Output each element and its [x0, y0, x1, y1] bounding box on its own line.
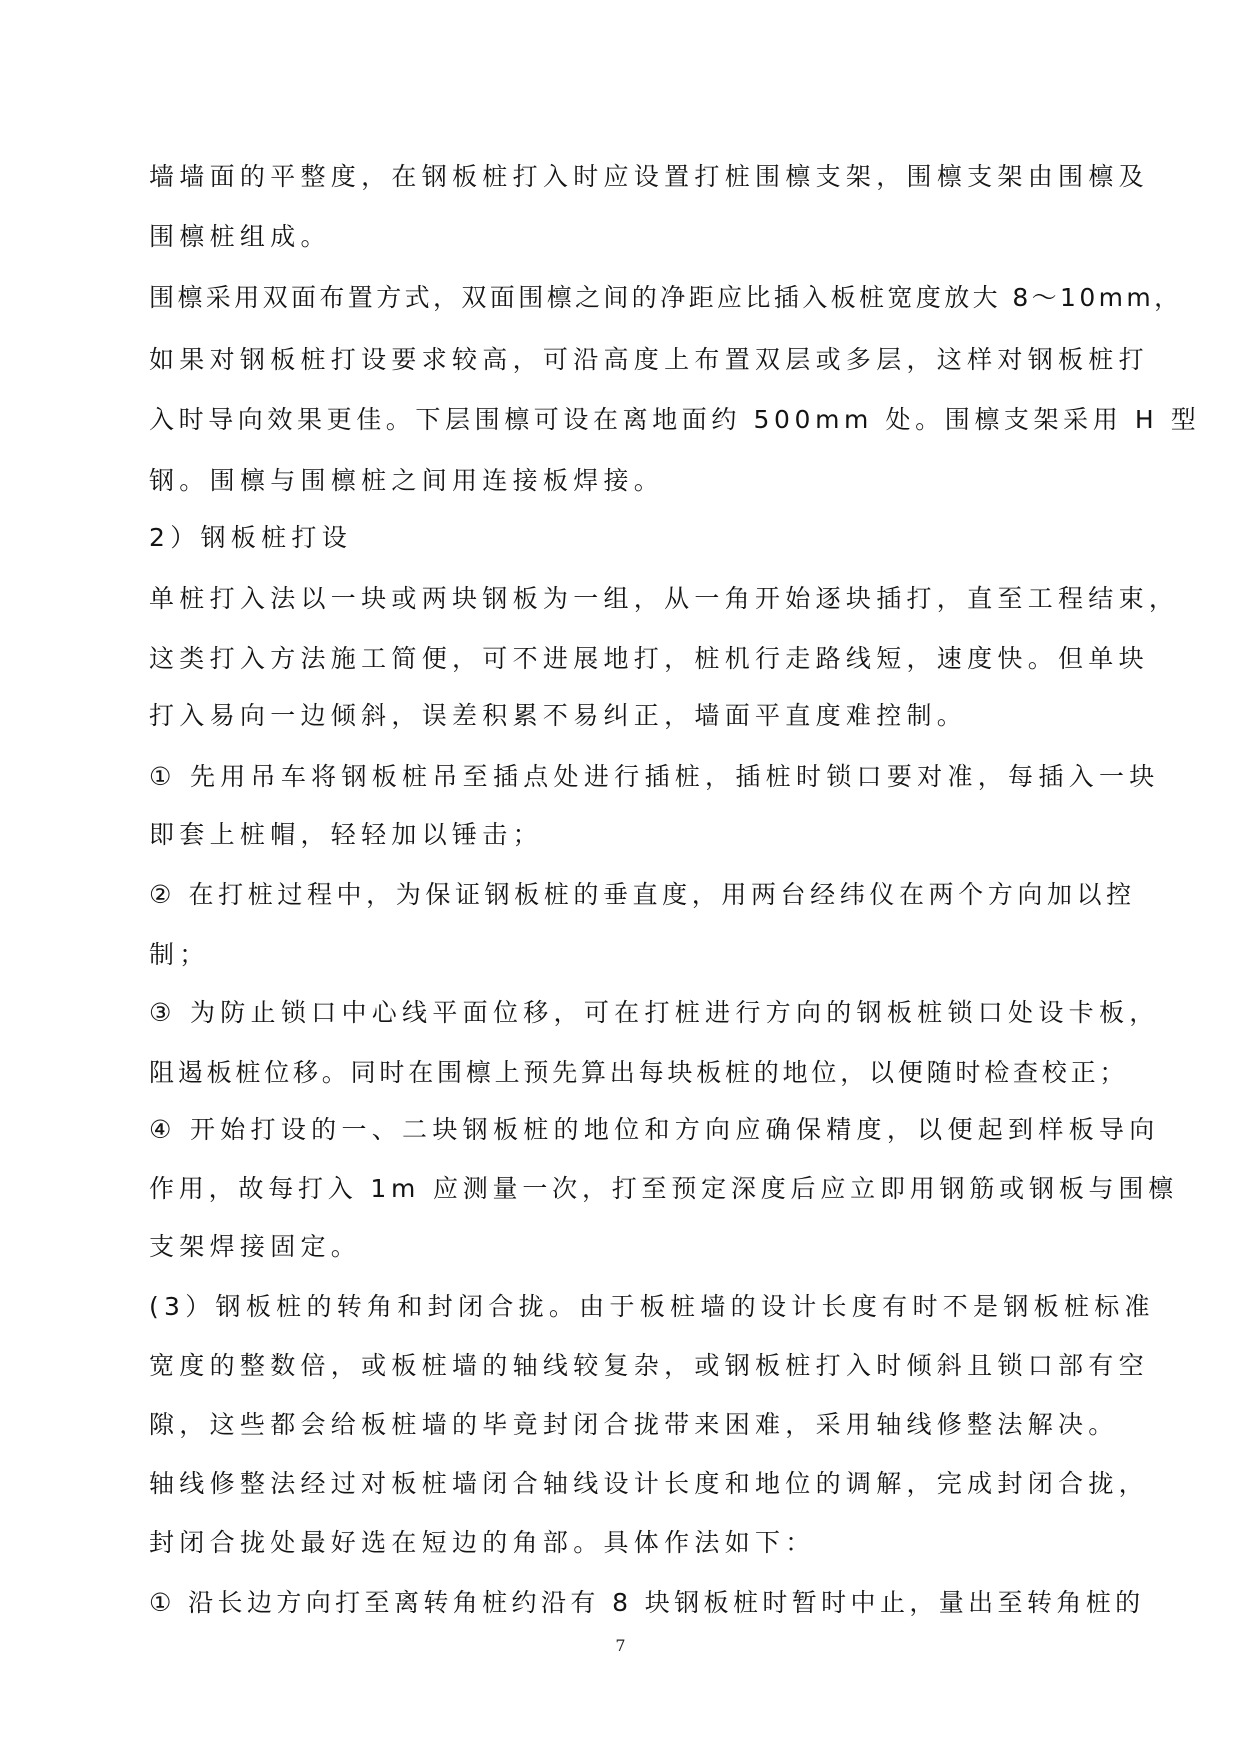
text-line: 即套上桩帽，轻轻加以锤击； — [149, 820, 543, 849]
section-heading: (3）钢板桩的转角和封闭合拢。由于板桩墙的设计长度有时不是钢板桩标准 — [149, 1292, 1155, 1321]
text-line: 墙墙面的平整度，在钢板桩打入时应设置打桩围檩支架，围檩支架由围檩及 — [149, 162, 1149, 191]
text-line: 封闭合拢处最好选在短边的角部。具体作法如下： — [149, 1528, 816, 1557]
text-line: 打入易向一边倾斜，误差积累不易纠正，墙面平直度难控制。 — [149, 701, 968, 730]
text-line: 作用，故每打入 1m 应测量一次，打至预定深度后应立即用钢筋或钢板与围檩 — [149, 1174, 1178, 1203]
text-line: 入时导向效果更佳。下层围檩可设在离地面约 500mm 处。围檩支架采用 H 型 — [149, 405, 1201, 434]
list-item: ① 沿长边方向打至离转角桩约沿有 8 块钢板桩时暂时中止，量出至转角桩的 — [149, 1588, 1145, 1617]
text-line: 这类打入方法施工简便，可不进展地打，桩机行走路线短，速度快。但单块 — [149, 644, 1149, 673]
text-line: 单桩打入法以一块或两块钢板为一组，从一角开始逐块插打，直至工程结束， — [149, 584, 1180, 613]
list-item: ① 先用吊车将钢板桩吊至插点处进行插桩，插桩时锁口要对准，每插入一块 — [149, 762, 1160, 791]
text-line: 轴线修整法经过对板桩墙闭合轴线设计长度和地位的调解，完成封闭合拢， — [149, 1469, 1149, 1498]
text-line: 支架焊接固定。 — [149, 1232, 362, 1261]
text-line: 阻遏板桩位移。同时在围檩上预先算出每块板桩的地位，以便随时检查校正； — [149, 1058, 1129, 1087]
text-line: 围檩采用双面布置方式，双面围檩之间的净距应比插入板桩宽度放大 8～10mm， — [149, 283, 1183, 312]
section-heading: 2）钢板桩打设 — [149, 523, 353, 552]
text-line: 如果对钢板桩打设要求较高，可沿高度上布置双层或多层，这样对钢板桩打 — [149, 345, 1149, 374]
page-number: 7 — [615, 1636, 626, 1655]
text-line: 钢。围檩与围檩桩之间用连接板焊接。 — [149, 466, 665, 495]
text-line: 宽度的整数倍，或板桩墙的轴线较复杂，或钢板桩打入时倾斜且锁口部有空 — [149, 1351, 1149, 1380]
list-item: ③ 为防止锁口中心线平面位移，可在打桩进行方向的钢板桩锁口处设卡板， — [149, 998, 1160, 1027]
text-line: 隙，这些都会给板桩墙的毕竟封闭合拢带来困难，采用轴线修整法解决。 — [149, 1410, 1119, 1439]
list-item: ② 在打桩过程中，为保证钢板桩的垂直度，用两台经纬仪在两个方向加以控 — [149, 880, 1136, 909]
list-item: ④ 开始打设的一、二块钢板桩的地位和方向应确保精度，以便起到样板导向 — [149, 1115, 1160, 1144]
text-line: 围檩桩组成。 — [149, 222, 331, 251]
text-line: 制； — [149, 940, 210, 969]
